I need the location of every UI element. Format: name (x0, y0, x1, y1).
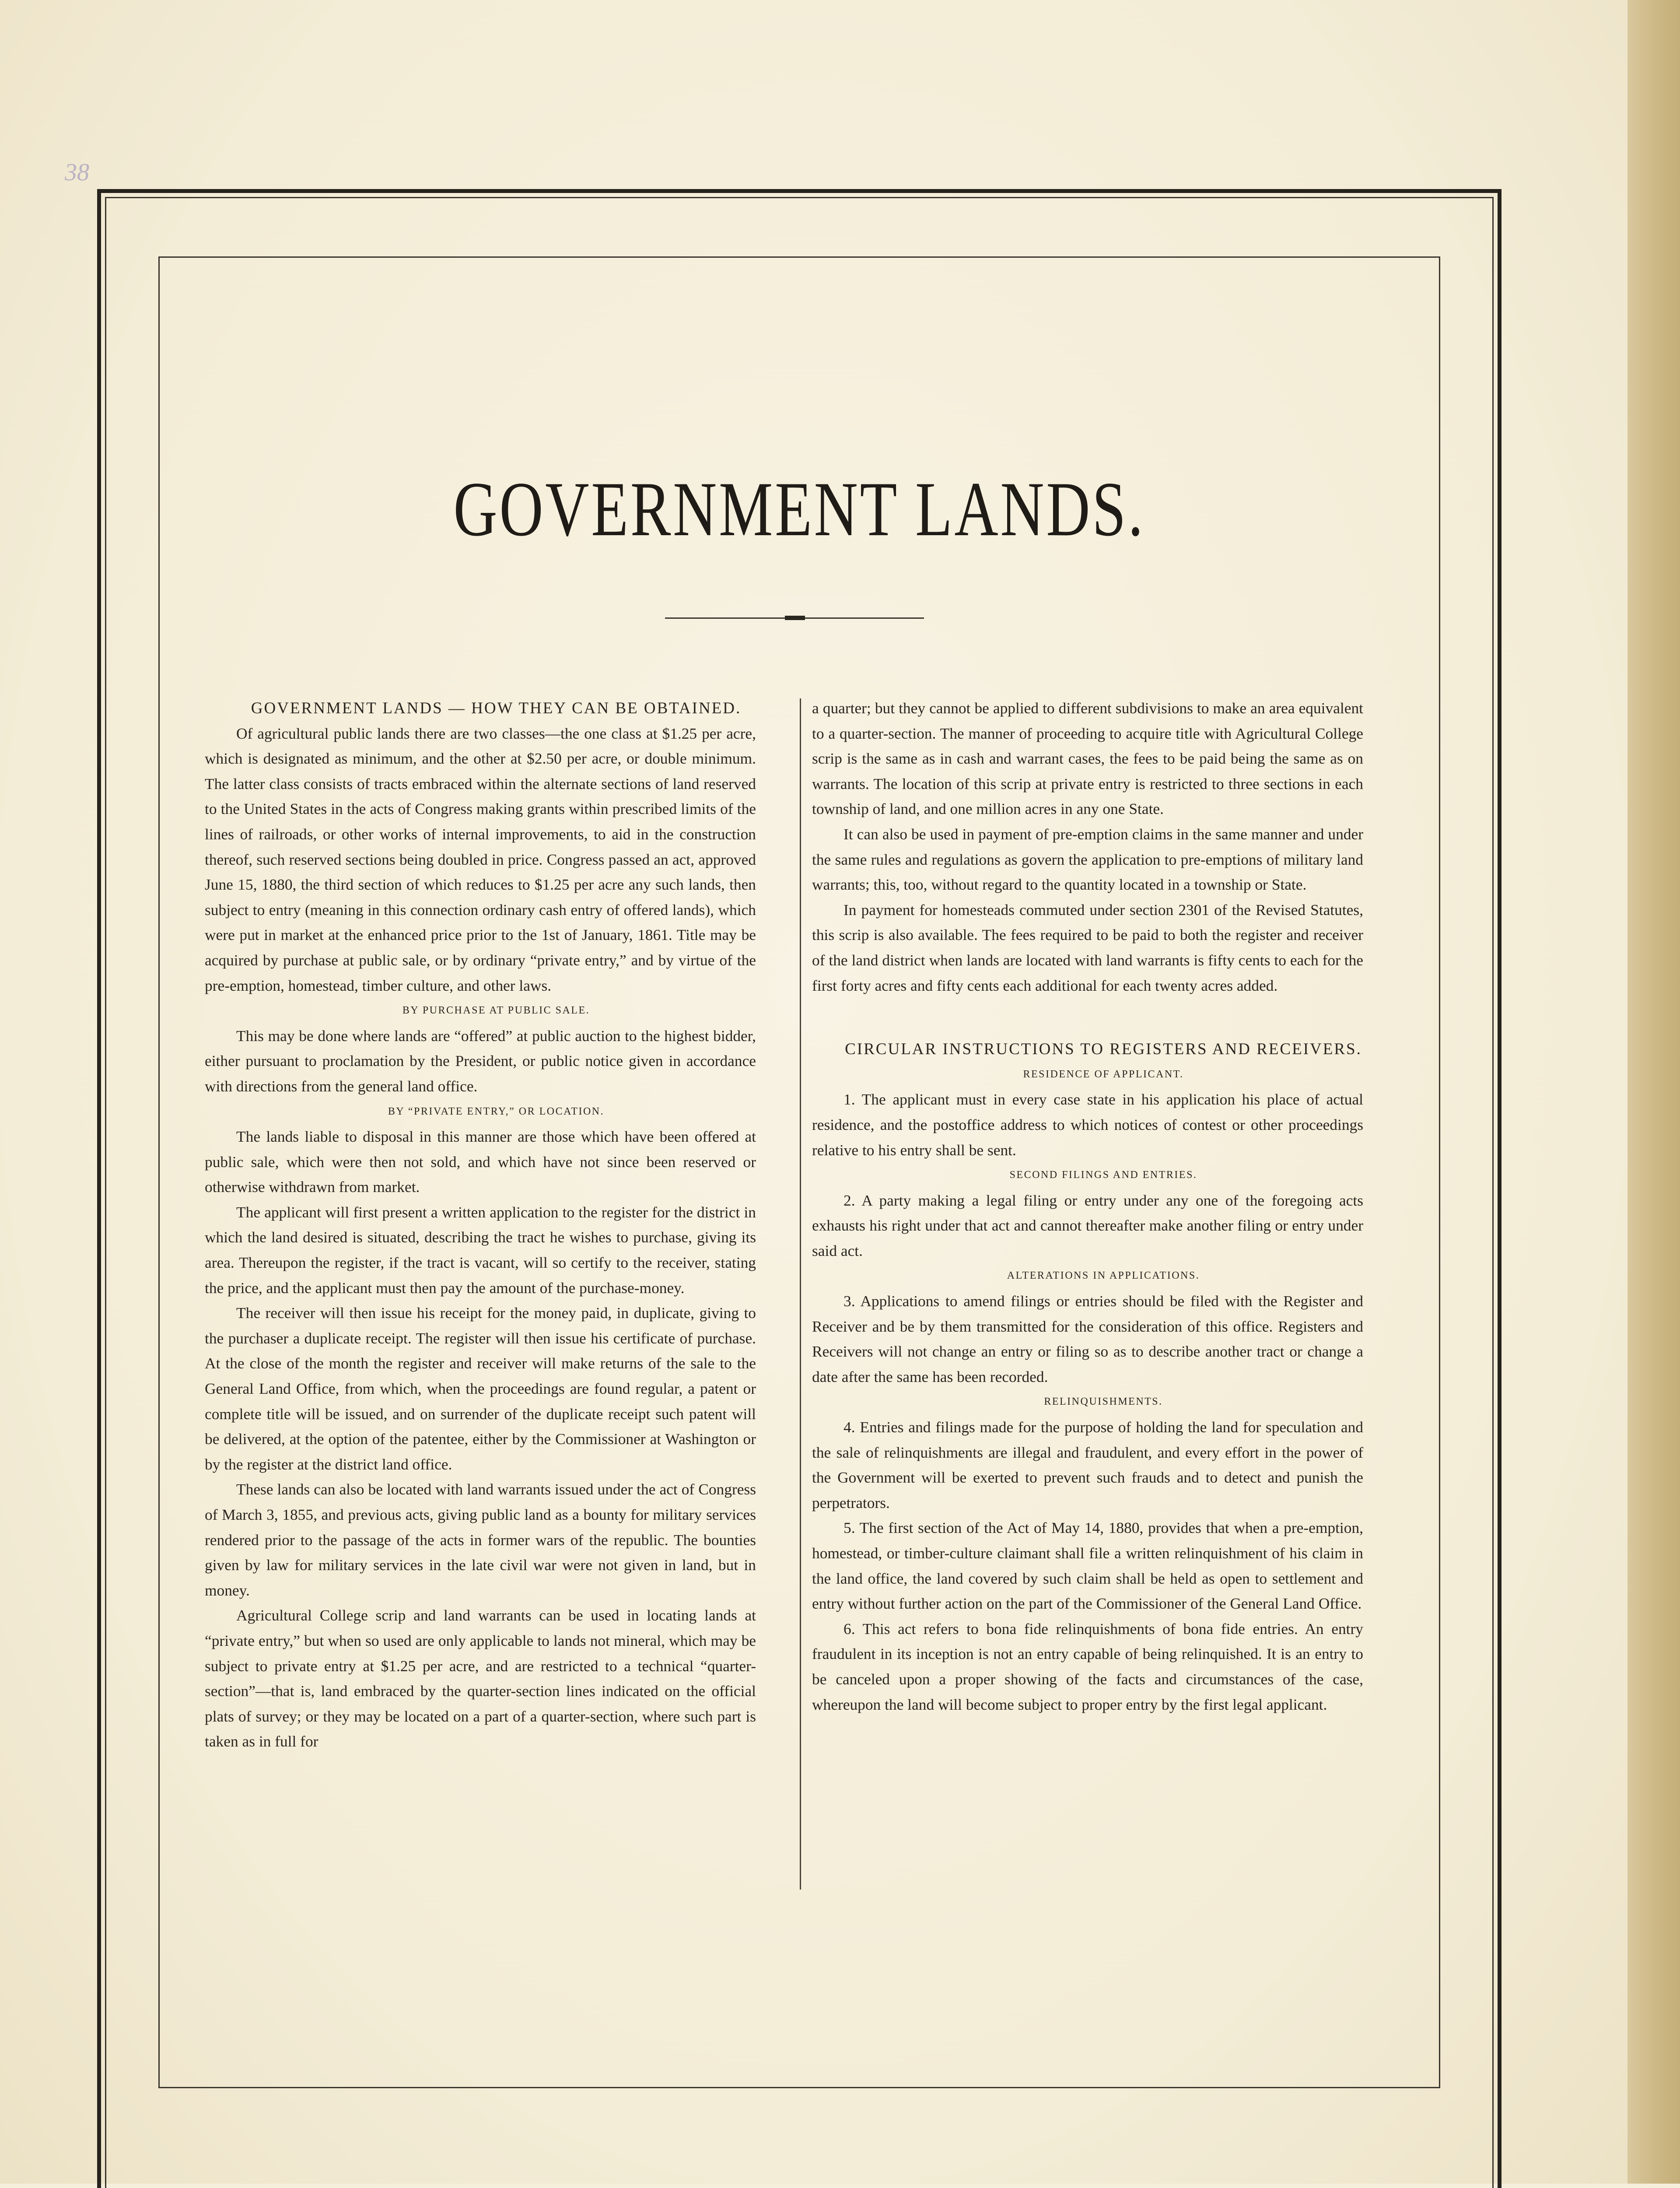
column-divider (800, 698, 801, 1890)
paragraph: 6. This act refers to bona fide relinquishments of bona fide entries. An entry fraudulent in its inception is not an entry capable of being relinquished. It is an entry to be canceled upon a proper showing of the facts and circumstances of the case, whereupon the land will become subject to proper entry by the first legal applicant. (812, 1620, 1363, 1713)
subheading-alterations: ALTERATIONS IN APPLICATIONS. (1007, 1270, 1200, 1282)
paragraph: These lands can also be located with land warrants issued under the act of Congress of March 3, 1855, and previous acts, giving public land as a bounty for military services rendered prior to the passage of the acts in former wars of the republic. The bounties given by law for military services in the late civil war were not given in land, but in money. (205, 1480, 756, 1599)
paragraph: The receiver will then issue his receipt for the money paid, in duplicate, giving to the purchaser a duplicate receipt. The register will then issue his certificate of purchase. At the close of the month the register and receiver will make returns of the sale to the General Land Office, from which, when the proceedings are found regular, a patent or complete title will be issued, and on surrender of the duplicate receipt such patent will be delivered, at the option of the patentee, either by the Commissioner at Washington or by the register at the district land office. (205, 1304, 756, 1473)
paragraph: The applicant will first present a written application to the register for the district in which the land desired is situated, describing the tract he wishes to purchase, giving its area. Thereupon the register, if the tract is vacant, will so certify to the receiver, stating the price, and the applicant must then pay the amount of the purchase-money. (205, 1203, 756, 1297)
page-number: 38 (65, 159, 89, 186)
paragraph: Agricultural College scrip and land warrants can be used in locating lands at “private entry,” but when so used are only applicable to lands not mineral, which may be subject to private entry at $1.25 per acre, and are restricted to a technical “quarter-section”—that is, land embraced by the quarter-section lines indicated on the official plats of survey; or they may be located on a part of a quarter-section, where such part is taken as in full for (205, 1606, 756, 1750)
page-title: GOVERNMENT LANDS. (453, 466, 1145, 552)
paragraph: 4. Entries and filings made for the purpose of holding the land for speculation and the sale of relinquishments are illegal and fraudulent, and every effort in the power of the Government will be exerted to prevent such frauds and to detect and punish the perpetrators. (812, 1418, 1363, 1511)
paragraph: Of agricultural public lands there are two classes—the one class at $1.25 per acre, which is designated as minimum, and the other at $2.50 per acre, or double minimum. The latter class consists of tracts embraced within the alternate sections of land reserved to the United States in the acts of Congress making grants within prescribed limits of the lines of railroads, or other works of internal improvements, to aid in the construction thereof, such reserved sections being doubled in price. Congress passed an act, approved June 15, 1880, the third section of which reduces to $1.25 per acre any such lands, then subject to entry (meaning in this connection ordinary cash entry of offered lands), which were put in market at the enhanced price prior to the 1st of January, 1861. Title may be acquired by purchase at public sale, or by ordinary “private entry,” and by virtue of the pre-emption, homestead, timber culture, and other laws. (205, 724, 756, 994)
paper-edge-strip (1628, 0, 1680, 2184)
paragraph: It can also be used in payment of pre-emption claims in the same manner and under the same rules and regulations as govern the application to pre-emptions of military land warrants; this, too, without regard to the quantity located in a township or State. (812, 825, 1363, 894)
paragraph: a quarter; but they cannot be applied to different subdivisions to make an area equivalent to a quarter-section. The manner of proceeding to acquire title with Agricultural College scrip is the same as in cash and warrant cases, the fees to be paid being the same as on warrants. The location of this scrip at private entry is restricted to three sections in each township of land, and one million acres in any one State. (812, 699, 1363, 818)
paragraph: 3. Applications to amend filings or entries should be filed with the Register and Receiver and be by them transmitted for the consideration of this office. Registers and Receivers will not change an entry or filing so as to describe another tract or change a date after the same has been recorded. (812, 1292, 1363, 1385)
paragraph: 1. The applicant must in every case state in his application his place of actual residence, and the postoffice address to which notices of contest or other proceedings relative to his entry shall be sent. (812, 1090, 1363, 1159)
paragraph: The lands liable to disposal in this manner are those which have been offered at public sale, which were then not sold, and which have not since been reserved or otherwise withdrawn from market. (205, 1128, 756, 1196)
paragraph: This may be done where lands are “offered” at public auction to the highest bidder, either pursuant to proclamation by the President, or public notice given in accordance with directions from the general land office. (205, 1027, 756, 1095)
section-heading-circular: CIRCULAR INSTRUCTIONS TO REGISTERS AND RECEIVERS. (845, 1040, 1362, 1059)
subheading-relinquishments: RELINQUISHMENTS. (1044, 1396, 1163, 1408)
title-rule-ornament (785, 616, 805, 620)
paragraph: 2. A party making a legal filing or entry under any one of the foregoing acts exhausts his right under that act and cannot thereafter make another filing or entry under said act. (812, 1191, 1363, 1259)
spacer (812, 998, 1363, 1037)
paragraph: 5. The first section of the Act of May 14, 1880, provides that when a pre-emption, homestead, or timber-culture claimant shall file a written relinquishment of his claim in the land office, the land covered by such claim shall be held as open to settlement and entry without further action on the part of the Commissioner of the General Land Office. (812, 1519, 1363, 1613)
section-heading-obtained: GOVERNMENT LANDS — HOW THEY CAN BE OBTAINED. (251, 699, 742, 717)
left-column (205, 696, 756, 1754)
subheading-public-sale: BY PURCHASE AT PUBLIC SALE. (402, 1005, 590, 1017)
subheading-private-entry: BY “PRIVATE ENTRY,” OR LOCATION. (388, 1105, 605, 1117)
right-column (812, 696, 1363, 1717)
subheading-second-filings: SECOND FILINGS AND ENTRIES. (1009, 1169, 1197, 1181)
paragraph: In payment for homesteads commuted under section 2301 of the Revised Statutes, this scrip is also available. The fees required to be paid to both the register and receiver of the land district when lands are located with land warrants is fifty cents to each for the first forty acres and fifty cents each additional for each twenty acres added. (812, 901, 1363, 994)
subheading-residence: RESIDENCE OF APPLICANT. (1023, 1068, 1184, 1080)
